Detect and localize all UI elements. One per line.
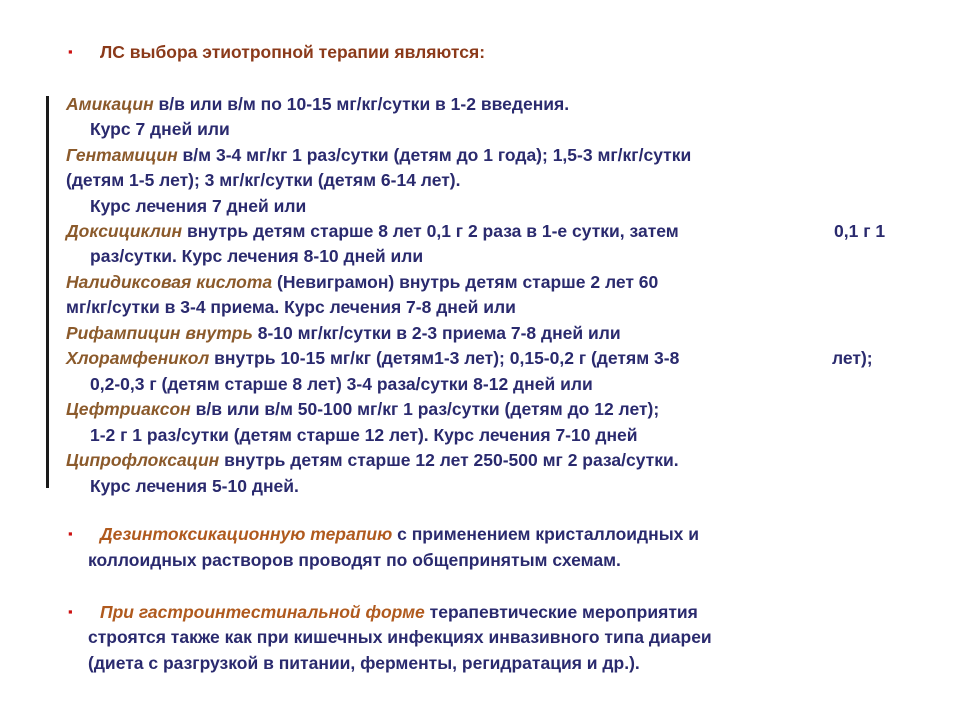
doxycycline-course: раз/сутки. Курс лечения 8-10 дней или bbox=[90, 246, 424, 266]
drug-name-ceftriaxone: Цефтриаксон bbox=[66, 399, 191, 419]
drug-name-nalidixic-acid: Налидиксовая кислота bbox=[66, 272, 273, 292]
drug-name-ciprofloxacin: Ципрофлоксацин bbox=[66, 450, 220, 470]
drug-name-rifampicin: Рифампицин внутрь bbox=[66, 323, 253, 343]
gastro-bullet: ▪ bbox=[68, 604, 73, 619]
doxycycline-dose: внутрь детям старше 8 лет 0,1 г 2 раза в 1-е сутки, затем bbox=[182, 221, 679, 241]
ceftriaxone-course: 1-2 г 1 раз/сутки (детям старше 12 лет). Курс лечения 7-10 дней bbox=[90, 425, 638, 445]
ciprofloxacin-course: Курс лечения 5-10 дней. bbox=[90, 476, 299, 496]
doxycycline-line-1 bbox=[66, 219, 679, 243]
drug-name-gentamicin: Гентамицин bbox=[66, 145, 178, 165]
gastro-emphasis: При гастроинтестинальной форме bbox=[100, 602, 425, 622]
amikacin-dose: в/в или в/м по 10-15 мг/кг/сутки в 1-2 введения. bbox=[153, 94, 570, 114]
gentamicin-course: Курс лечения 7 дней или bbox=[90, 196, 307, 216]
amikacin-course: Курс 7 дней или bbox=[90, 119, 230, 139]
chloramphenicol-course: 0,2-0,3 г (детям старше 8 лет) 3-4 раза/сутки 8-12 дней или bbox=[90, 374, 593, 394]
left-vertical-bar bbox=[46, 96, 49, 488]
drug-name-doxycycline: Доксициклин bbox=[66, 221, 183, 241]
rifampicin-dose: 8-10 мг/кг/сутки в 2-3 приема 7-8 дней или bbox=[252, 323, 621, 343]
drug-name-chloramphenicol: Хлорамфеникол bbox=[66, 348, 210, 368]
gentamicin-line-1 bbox=[66, 143, 691, 167]
detox-line-1 bbox=[100, 522, 699, 546]
faint-page-number-mark bbox=[880, 668, 906, 682]
amikacin-line-1 bbox=[66, 92, 569, 116]
detox-emphasis: Дезинтоксикационную терапию bbox=[100, 524, 393, 544]
gastro-line-2: строятся также как при кишечных инфекциях инвазивного типа диареи bbox=[88, 627, 712, 647]
chloramphenicol-dose-tail: лет); bbox=[832, 348, 873, 368]
chloramphenicol-dose: внутрь 10-15 мг/кг (детям1-3 лет); 0,15-0,2 г (детям 3-8 bbox=[209, 348, 680, 368]
ciprofloxacin-line-1 bbox=[66, 448, 679, 472]
nalidixic-line-1 bbox=[66, 270, 658, 294]
gastro-line-1 bbox=[100, 600, 698, 624]
detox-bullet: ▪ bbox=[68, 526, 73, 541]
ciprofloxacin-dose: внутрь детям старше 12 лет 250-500 мг 2 раза/сутки. bbox=[219, 450, 679, 470]
nalidixic-dose: (Невиграмон) внутрь детям старше 2 лет 60 bbox=[272, 272, 659, 292]
doxycycline-dose-tail: 0,1 г 1 bbox=[834, 221, 886, 241]
gentamicin-dose: в/м 3-4 мг/кг 1 раз/сутки (детям до 1 года); 1,5-3 мг/кг/сутки bbox=[177, 145, 692, 165]
rifampicin-line-1 bbox=[66, 321, 621, 345]
nalidixic-course: мг/кг/сутки в 3-4 приема. Курс лечения 7-8 дней или bbox=[66, 297, 516, 317]
ceftriaxone-line-1 bbox=[66, 397, 659, 421]
gastro-text-1: терапевтические мероприятия bbox=[424, 602, 698, 622]
detox-line-2: коллоидных растворов проводят по общепринятым схемам. bbox=[88, 550, 621, 570]
detox-text-1: с применением кристаллоидных и bbox=[392, 524, 700, 544]
gastro-line-3: (диета с разгрузкой в питании, ферменты, регидратация и др.). bbox=[88, 653, 640, 673]
chloramphenicol-line-1 bbox=[66, 346, 679, 370]
ceftriaxone-dose: в/в или в/м 50-100 мг/кг 1 раз/сутки (детям до 12 лет); bbox=[190, 399, 660, 419]
section-heading: ЛС выбора этиотропной терапии являются: bbox=[100, 42, 486, 62]
drug-name-amikacin: Амикацин bbox=[66, 94, 154, 114]
gentamicin-line-2: (детям 1-5 лет); 3 мг/кг/сутки (детям 6-14 лет). bbox=[66, 170, 461, 190]
heading-bullet: ▪ bbox=[68, 44, 73, 59]
